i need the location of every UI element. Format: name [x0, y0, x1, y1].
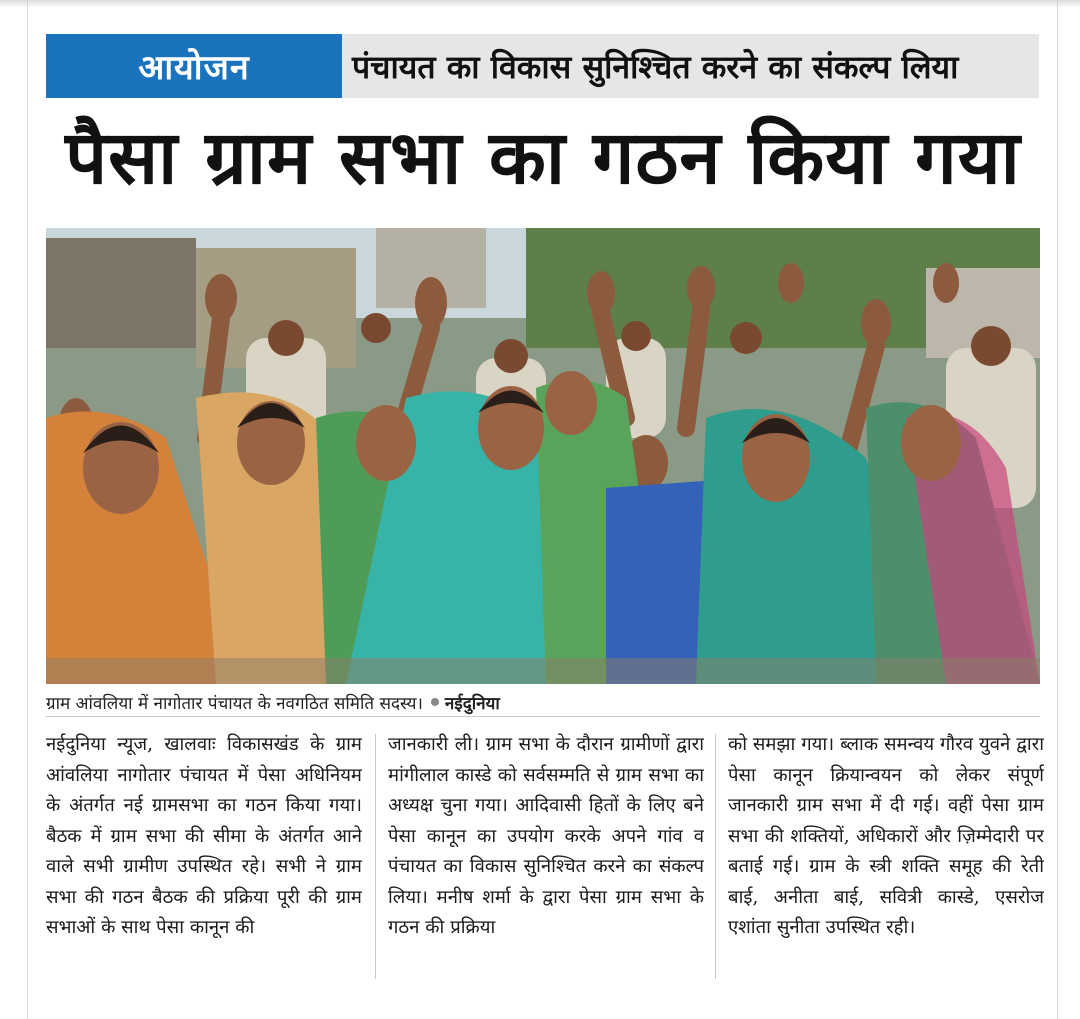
article-column-1: नईदुनिया न्यूज, खालवाः विकासखंड के ग्राम आंवलिया नागोतार पंचायत में पेसा अधिनियम के अंतर्गत नई ग्रामसभा का गठन किया गया। बैठक में ग्राम सभा की सीमा के अंतर्गत आने वाले सभी ग्रामीण उपस्थित रहे। सभी ने ग्राम सभा की गठन बैठक की प्रक्रिया पूरी की ग्राम सभाओं के साथ पेसा कानून की	[46, 734, 362, 938]
headline: पैसा ग्राम सभा का गठन किया गया	[65, 114, 1021, 201]
photo-caption	[46, 688, 1040, 717]
column-divider	[375, 734, 376, 979]
bullet-icon	[431, 698, 439, 706]
caption-text: ग्राम आंवलिया में नागोतार पंचायत के नवगठित समिति सदस्य।	[46, 693, 423, 714]
left-margin-rule	[27, 0, 28, 1019]
article-column-2: जानकारी ली। ग्राम सभा के दौरान ग्रामीणों द्वारा मांगीलाल कास्डे को सर्वसम्मति से ग्राम सभा का अध्यक्ष चुना गया। आदिवासी हितों के लिए बने पेसा कानून का उपयोग करके अपने गांव व पंचायत का विकास सुनिश्चित करने का संकल्प लिया। मनीष शर्मा के द्वारा पेसा ग्राम सभा के गठन की प्रक्रिया	[388, 734, 704, 938]
photo-credit: नईदुनिया	[444, 693, 500, 714]
right-margin-rule	[1057, 0, 1058, 1019]
section-tag: आयोजन	[46, 34, 342, 98]
column-divider	[715, 734, 716, 979]
page-top-strip	[0, 0, 1080, 8]
kicker-subheadline: पंचायत का विकास सुनिश्चित करने का संकल्प लिया	[342, 34, 1039, 98]
article-column-3: को समझा गया। ब्लाक समन्वय गौरव युवने द्वारा पेसा कानून क्रियान्वयन को लेकर संपूर्ण जानकारी ग्राम सभा में दी गई। वहीं पेसा ग्राम सभा की शक्तियों, अधिकारों और ज़िम्मेदारी पर बताई गई। ग्राम के स्त्री शक्ति समूह की रेती बाई, अनीता बाई, सवित्री कास्डे, एसरोज एशांता सुनीता उपस्थित रही।	[728, 734, 1044, 938]
news-photo-village-meeting	[46, 228, 1040, 684]
